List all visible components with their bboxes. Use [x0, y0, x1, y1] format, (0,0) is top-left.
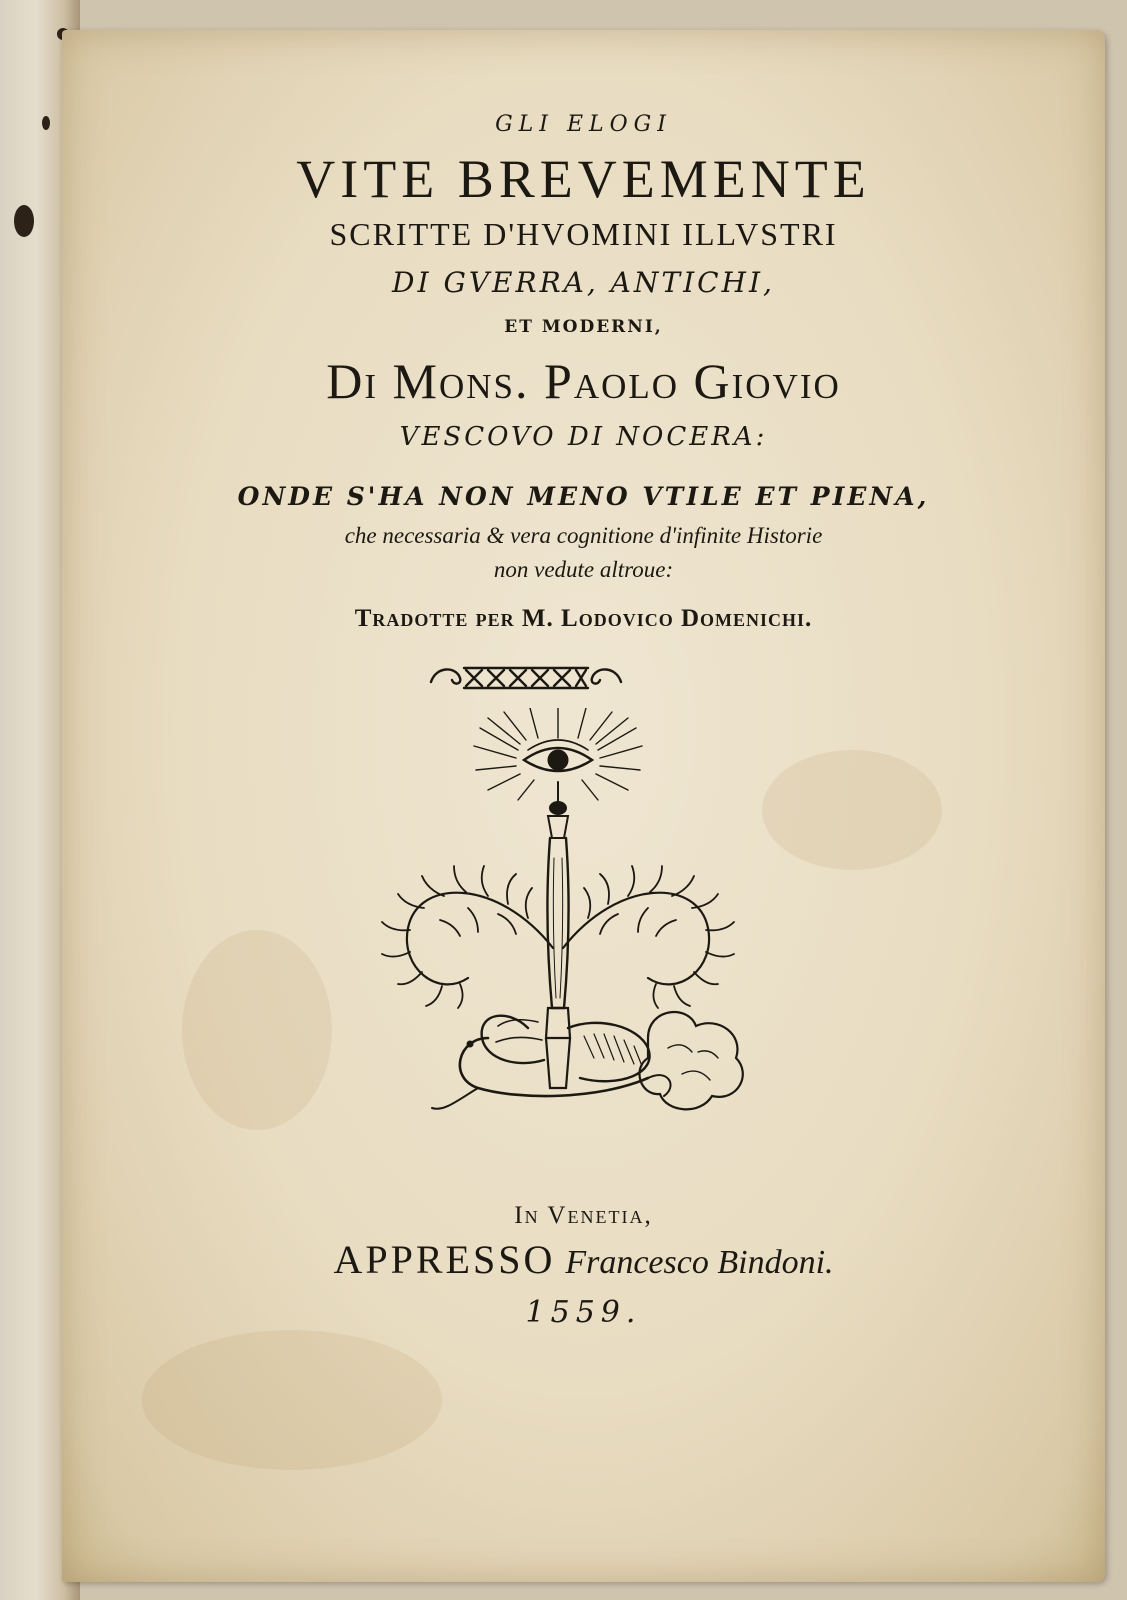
- worm-hole: [42, 116, 50, 130]
- paper-stain: [142, 1330, 442, 1470]
- imprint-printer-line: [62, 1236, 1105, 1283]
- subtitle-line-onde: ONDE S'HA NON MENO VTILE ET PIENA,: [237, 482, 930, 511]
- title-line-di-guerra: DI GVERRA, ANTICHI,: [392, 266, 775, 299]
- title-line-scritte: SCRITTE D'HVOMINI ILLVSTRI: [329, 216, 838, 252]
- subtitle-line-non-vedute: non vedute altroue:: [493, 557, 674, 582]
- imprint-printer-name: Francesco Bindoni.: [565, 1244, 834, 1281]
- title-page: [62, 30, 1105, 1582]
- imprint-place: In Venetia,: [514, 1202, 653, 1229]
- author-title-line: VESCOVO DI NOCERA:: [399, 422, 768, 452]
- worm-hole: [14, 205, 34, 237]
- title-line-vite-brevemente: VITE BREVEMENTE: [296, 149, 871, 209]
- author-line: Di Mons. Paolo Giovio: [326, 353, 841, 409]
- title-line-et-moderni: ET MODERNI,: [504, 317, 663, 337]
- translator-line: Tradotte per M. Lodovico Domenichi.: [354, 605, 813, 632]
- paper-stain: [182, 930, 332, 1130]
- printer-device-woodcut: [348, 708, 768, 1128]
- ornament-fleuron: [426, 660, 626, 694]
- title-line-gli-elogi: GLI ELOGI: [495, 112, 672, 137]
- imprint-year: 1559.: [525, 1295, 642, 1330]
- paper-stain: [762, 750, 942, 870]
- imprint-appresso: APPRESSO: [333, 1237, 556, 1282]
- subtitle-line-che-necessaria: che necessaria & vera cognitione d'infinite Historie: [344, 523, 823, 548]
